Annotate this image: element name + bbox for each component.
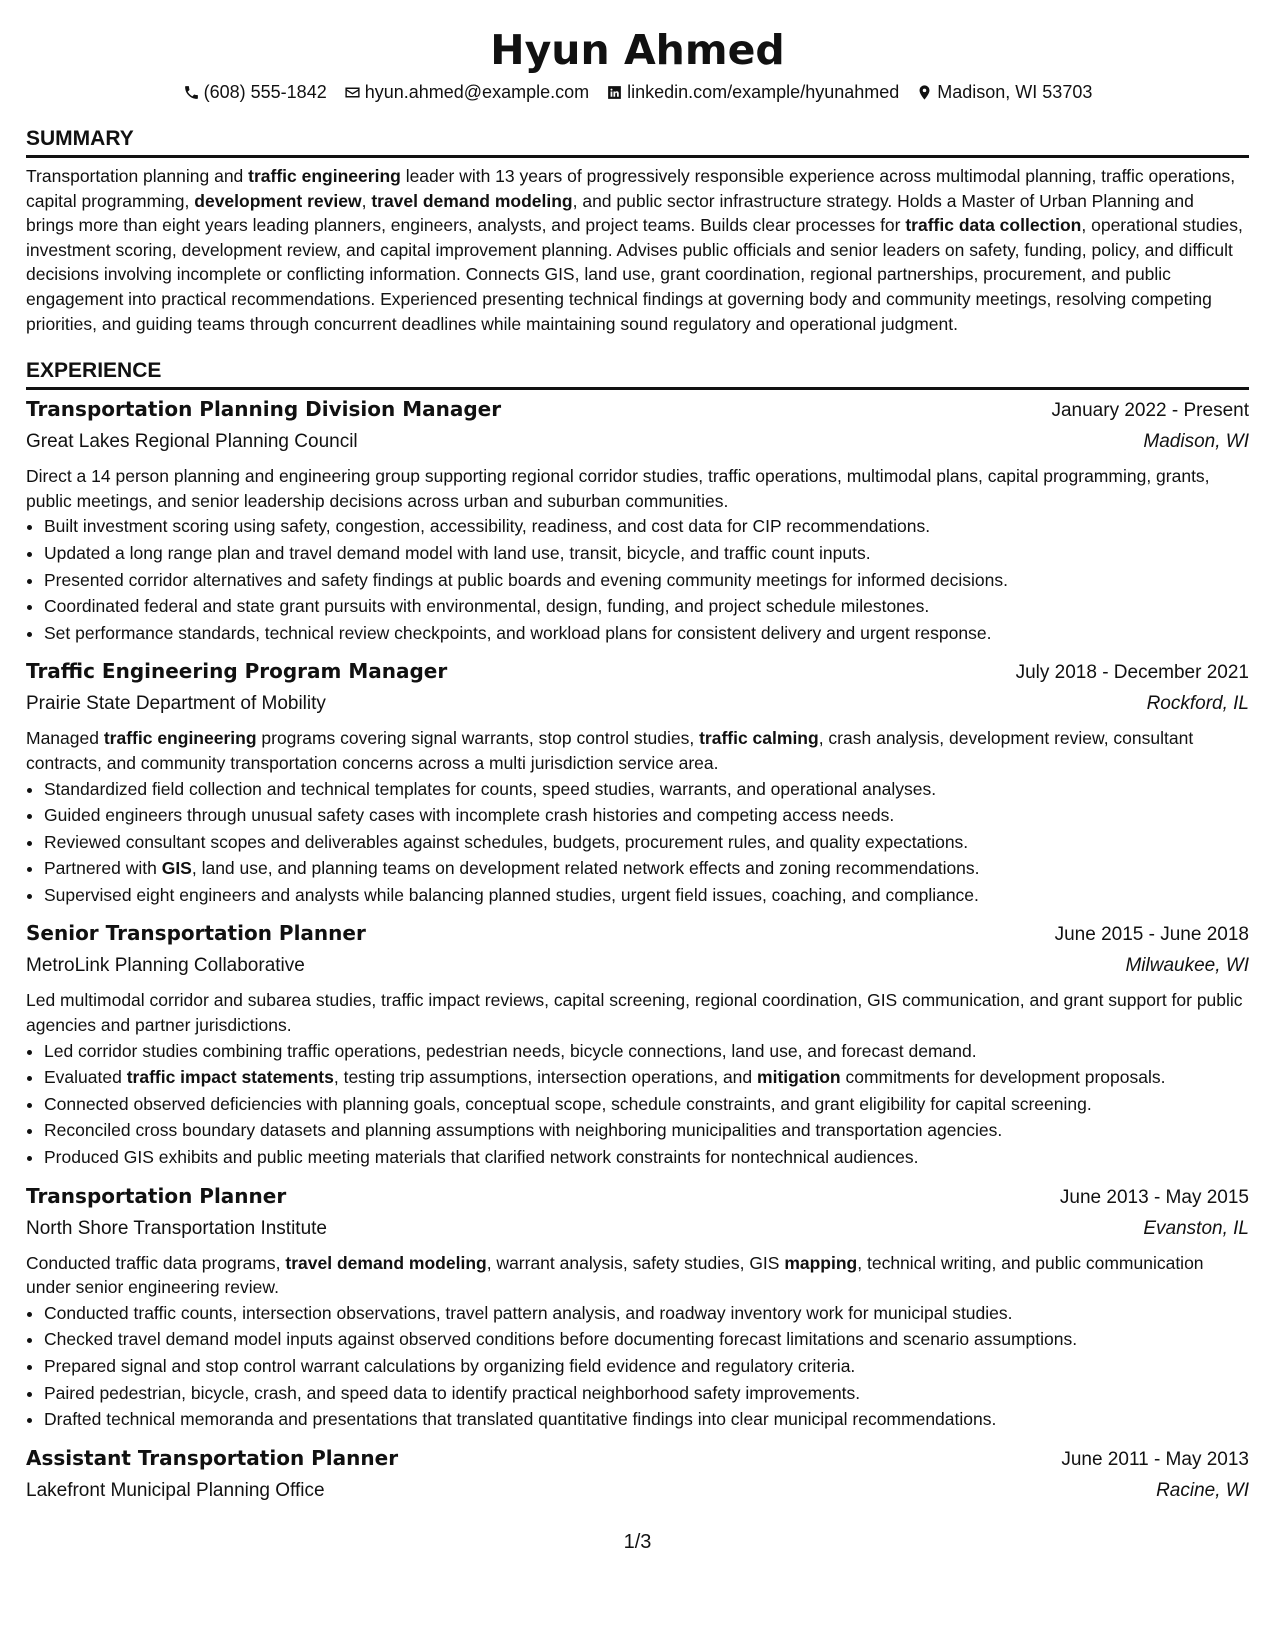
bullet-item bbox=[44, 1406, 1249, 1433]
text-run: , testing trip assumptions, intersection operations, and bbox=[333, 1067, 758, 1088]
job-location: Racine, WI bbox=[1156, 1479, 1249, 1501]
job-entry bbox=[26, 656, 1249, 908]
job-title: Transportation Planning Division Manager bbox=[26, 397, 502, 422]
text-run: , land use, and planning teams on development related network effects and zoning recommendations. bbox=[191, 858, 980, 879]
job-entry bbox=[26, 918, 1249, 1170]
text-run: Coordinated federal and state grant pursuits with environmental, design, funding, and project schedule milestones. bbox=[44, 596, 930, 617]
job-dates: June 2013 - May 2015 bbox=[1059, 1186, 1249, 1208]
text-run: Conducted traffic data programs, bbox=[26, 1252, 286, 1273]
text-run: Managed bbox=[26, 728, 104, 749]
job-organization: MetroLink Planning Collaborative bbox=[26, 955, 305, 977]
bold-keyword: traffic calming bbox=[699, 728, 819, 749]
bullet-item bbox=[44, 513, 1249, 540]
text-run: Supervised eight engineers and analysts while balancing planned studies, urgent field issues, coaching, and compliance. bbox=[44, 884, 979, 905]
text-run: Evaluated bbox=[44, 1067, 127, 1088]
job-bullets bbox=[26, 776, 1249, 909]
text-run: Set performance standards, technical review checkpoints, and workload plans for consistent delivery and urgent response. bbox=[44, 622, 992, 643]
job-header bbox=[26, 394, 1249, 426]
email-link[interactable]: hyun.ahmed@example.com bbox=[364, 82, 590, 102]
job-dates: July 2018 - December 2021 bbox=[1015, 662, 1249, 684]
job-dates: June 2011 - May 2013 bbox=[1061, 1448, 1249, 1470]
contact-phone bbox=[183, 80, 327, 104]
bullet-item bbox=[44, 855, 1249, 882]
job-subheader bbox=[26, 1476, 1249, 1506]
text-run: Direct a 14 person planning and engineering group supporting regional corridor studies, traffic operations, multimodal plans, capital programming, grants, public meetings, and senior leadership decisions across urban and suburban communities. bbox=[26, 466, 1210, 511]
bullet-item bbox=[44, 593, 1249, 620]
job-title: Traffic Engineering Program Manager bbox=[26, 659, 448, 684]
text-run: Connected observed deficiencies with planning goals, conceptual scope, schedule constraints, and grant eligibility for capital screening. bbox=[44, 1093, 1092, 1114]
phone-text: (608) 555-1842 bbox=[203, 82, 327, 102]
bullet-item bbox=[44, 567, 1249, 594]
job-location: Madison, WI bbox=[1143, 431, 1249, 453]
job-location: Evanston, IL bbox=[1143, 1217, 1249, 1239]
bullet-item bbox=[44, 1091, 1249, 1118]
page-number: 1/3 bbox=[623, 1531, 652, 1553]
location-text: Madison, WI 53703 bbox=[937, 82, 1093, 102]
summary-text bbox=[26, 164, 1249, 336]
text-run: Produced GIS exhibits and public meeting materials that clarified network constraints for nontechnical audiences. bbox=[44, 1147, 919, 1168]
text-run: Guided engineers through unusual safety cases with incomplete crash histories and competing access needs. bbox=[44, 805, 895, 826]
text-run: , operational studies, investment scoring, development review, and capital improvement planning. Advises public officials and senior leaders on safety, funding, policy, and difficult decisions involving incomplete or conflicting information. Connects GIS, land use, grant coordination, regional partnerships, procurement, and public engagement into practical recommendations. Experienced presenting technical findings at governing body and community meetings, resolving competing priorities, and guiding teams through concurrent deadlines while maintaining sound regulatory and operational judgment. bbox=[26, 215, 1243, 334]
job-list bbox=[26, 394, 1249, 1506]
bold-keyword: traffic impact statements bbox=[126, 1067, 334, 1088]
text-run: Presented corridor alternatives and safety findings at public boards and evening community meetings for informed decisions. bbox=[44, 569, 1008, 590]
job-organization: Great Lakes Regional Planning Council bbox=[26, 431, 358, 453]
bold-keyword: travel demand modeling bbox=[285, 1252, 487, 1273]
text-run: Checked travel demand model inputs against observed conditions before documenting forecast limitations and scenario assumptions. bbox=[44, 1329, 1078, 1350]
bullet-item bbox=[44, 620, 1249, 647]
job-description bbox=[26, 988, 1249, 1037]
text-run: , and public sector infrastructure strategy. Holds a Master of Urban Planning and brings more than eight years leading planners, engineers, analysts, and project teams. Builds clear processes for bbox=[26, 190, 1194, 236]
phone-icon bbox=[183, 84, 200, 101]
linkedin-link[interactable]: linkedin.com/example/hyunahmed bbox=[627, 82, 900, 102]
contact-linkedin[interactable] bbox=[606, 80, 899, 104]
text-run: Drafted technical memoranda and presentations that translated quantitative findings into clear municipal recommendations. bbox=[44, 1409, 997, 1430]
job-title: Assistant Transportation Planner bbox=[26, 1445, 399, 1470]
text-run: programs covering signal warrants, stop control studies, bbox=[256, 728, 700, 749]
bullet-item bbox=[44, 1353, 1249, 1380]
bold-keyword: traffic data collection bbox=[905, 215, 1082, 236]
job-dates: January 2022 - Present bbox=[1051, 400, 1249, 422]
bold-keyword: traffic engineering bbox=[248, 166, 401, 186]
bold-keyword: mapping bbox=[784, 1252, 858, 1273]
contact-email[interactable] bbox=[344, 80, 589, 104]
job-organization: North Shore Transportation Institute bbox=[26, 1217, 327, 1239]
job-location: Milwaukee, WI bbox=[1125, 955, 1249, 977]
bold-keyword: traffic engineering bbox=[103, 728, 257, 749]
job-entry bbox=[26, 394, 1249, 646]
bullet-item bbox=[44, 1326, 1249, 1353]
bullet-item bbox=[44, 1064, 1249, 1091]
experience-section bbox=[26, 358, 1249, 1506]
job-bullets bbox=[26, 513, 1249, 646]
text-run: Reviewed consultant scopes and deliverables against schedules, budgets, procurement rules, and quality expectations. bbox=[44, 831, 969, 852]
text-run: Paired pedestrian, bicycle, crash, and speed data to identify practical neighborhood safety improvements. bbox=[44, 1382, 861, 1403]
job-organization: Lakefront Municipal Planning Office bbox=[26, 1479, 325, 1501]
bold-keyword: GIS bbox=[161, 858, 192, 879]
bullet-item bbox=[44, 1300, 1249, 1327]
text-run: , warrant analysis, safety studies, GIS bbox=[486, 1252, 785, 1273]
text-run: , technical writing, and public communication under senior engineering review. bbox=[26, 1252, 1204, 1298]
job-subheader bbox=[26, 427, 1249, 457]
text-run: Transportation planning and bbox=[26, 166, 249, 186]
job-description bbox=[26, 1251, 1249, 1300]
summary-section bbox=[26, 126, 1249, 336]
job-dates: June 2015 - June 2018 bbox=[1054, 924, 1249, 946]
job-header bbox=[26, 918, 1249, 950]
job-bullets bbox=[26, 1038, 1249, 1171]
text-run: , crash analysis, development review, consultant contracts, and community transportation concerns across a multi jurisdiction service area. bbox=[26, 728, 1194, 773]
bullet-item bbox=[44, 829, 1249, 856]
summary-heading: SUMMARY bbox=[26, 126, 1249, 158]
job-entry bbox=[26, 1443, 1249, 1506]
text-run: Standardized field collection and technical templates for counts, speed studies, warrants, and operational analyses. bbox=[44, 778, 937, 799]
job-location: Rockford, IL bbox=[1146, 693, 1249, 715]
linkedin-icon bbox=[606, 84, 623, 101]
text-run: Led corridor studies combining traffic operations, pedestrian needs, bicycle connections, land use, and forecast demand. bbox=[44, 1040, 977, 1061]
job-subheader bbox=[26, 689, 1249, 719]
bullet-item bbox=[44, 1117, 1249, 1144]
job-description bbox=[26, 464, 1249, 513]
text-run: Updated a long range plan and travel demand model with land use, transit, bicycle, and traffic count inputs. bbox=[44, 542, 871, 563]
bullet-item bbox=[44, 1144, 1249, 1171]
text-run: commitments for development proposals. bbox=[840, 1067, 1166, 1088]
bold-keyword: travel demand modeling bbox=[371, 190, 573, 211]
job-bullets bbox=[26, 1300, 1249, 1433]
bullet-item bbox=[44, 1038, 1249, 1065]
text-run: Reconciled cross boundary datasets and planning assumptions with neighboring municipalities and transportation agencies. bbox=[44, 1120, 1003, 1141]
envelope-icon bbox=[344, 84, 361, 101]
bold-keyword: mitigation bbox=[757, 1067, 841, 1088]
job-header bbox=[26, 1181, 1249, 1213]
bullet-item bbox=[44, 776, 1249, 803]
job-organization: Prairie State Department of Mobility bbox=[26, 693, 326, 715]
contact-bar bbox=[26, 80, 1249, 104]
job-subheader bbox=[26, 951, 1249, 981]
text-run: Conducted traffic counts, intersection observations, travel pattern analysis, and roadway inventory work for municipal studies. bbox=[44, 1302, 1013, 1323]
bullet-item bbox=[44, 882, 1249, 909]
text-run: , bbox=[361, 190, 372, 211]
job-entry bbox=[26, 1181, 1249, 1433]
text-run: Partnered with bbox=[44, 858, 162, 879]
contact-location bbox=[916, 80, 1092, 104]
job-header bbox=[26, 656, 1249, 688]
job-title: Transportation Planner bbox=[26, 1183, 287, 1208]
job-title: Senior Transportation Planner bbox=[26, 921, 366, 946]
map-pin-icon bbox=[916, 84, 933, 101]
text-run: Led multimodal corridor and subarea studies, traffic impact reviews, capital screening, regional coordination, GIS communication, and grant support for public agencies and partner jurisdictions. bbox=[26, 990, 1243, 1036]
bullet-item bbox=[44, 802, 1249, 829]
bullet-item bbox=[44, 1380, 1249, 1407]
bold-keyword: development review bbox=[194, 190, 362, 211]
job-header bbox=[26, 1443, 1249, 1475]
bullet-item bbox=[44, 540, 1249, 567]
job-description bbox=[26, 726, 1249, 775]
experience-heading: EXPERIENCE bbox=[26, 358, 1249, 390]
text-run: Prepared signal and stop control warrant calculations by organizing field evidence and regulatory criteria. bbox=[44, 1356, 856, 1376]
job-subheader bbox=[26, 1214, 1249, 1244]
candidate-name: Hyun Ahmed bbox=[490, 26, 785, 74]
text-run: Built investment scoring using safety, congestion, accessibility, readiness, and cost data for CIP recommendations. bbox=[44, 516, 931, 537]
text-run: leader with 13 years of progressively responsible experience across multimodal planning, traffic operations, capital programming, bbox=[26, 166, 1236, 211]
